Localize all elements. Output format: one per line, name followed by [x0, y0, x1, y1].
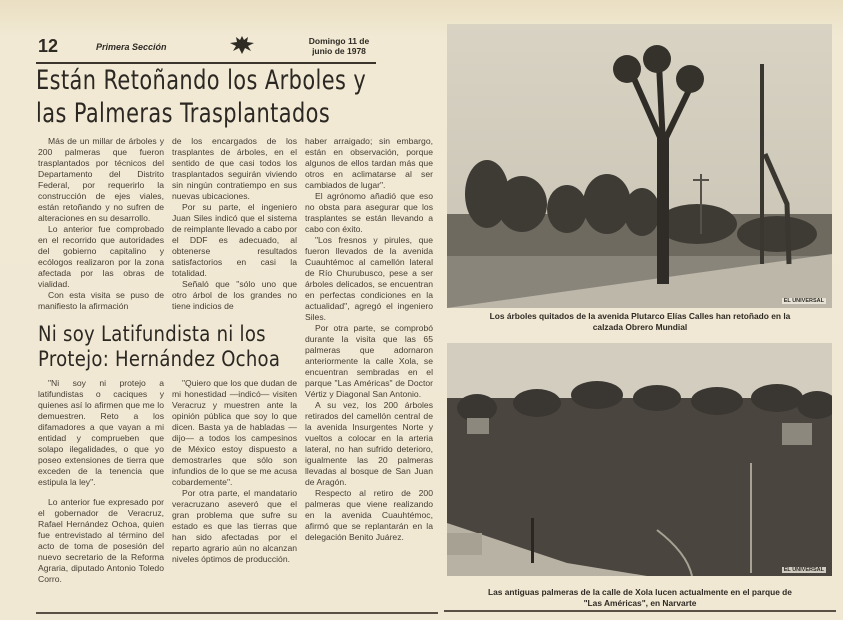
headline-line: Ni soy Latifundista ni los [38, 322, 266, 346]
paragraph: Lo anterior fue comprobado en el recorrido que autoridades del gobierno capitalino y ecólogos realizaron por la zona afectada por las obras de vialidad. [38, 224, 164, 289]
article2-column-1 [38, 378, 164, 585]
article2-headline [38, 322, 296, 372]
photo-trees-image [447, 24, 832, 308]
paragraph: Por otra parte, el mandatario veracruzano aseveró que el gran problema que sufre su estado es que las tierras que han sido afectadas por el reparto agrario aún no alcanzan niveles óptimos de producción. [172, 488, 297, 564]
divider [444, 610, 836, 612]
paragraph: Señaló que "sólo uno que otro árbol de los grandes no tiene indicios de [172, 279, 297, 311]
date-month-year: junio de 1978 [312, 46, 366, 56]
caption-line: calzada Obrero Mundial [592, 322, 688, 332]
headline-line: Protejo: Hernández Ochoa [38, 347, 281, 371]
photo-trees-avenue [447, 24, 832, 308]
article1-headline [36, 64, 389, 130]
headline-line: las Palmeras Trasplantados [36, 98, 331, 129]
paragraph: haber arraigado; sin embargo, están en observación, porque algunos de ellos tardan más que otros en aclimatarse al ser cambiados de lugar". [305, 136, 433, 190]
paragraph: "Ni soy ni protejo a latifundistas o caciques y quienes así lo afirmen que me lo demuestren. Reto a los difamadores a que vayan a mi entidad y comprueben que solapo ilegalidades, o que yo poseo extensiones de tierra que exceden de la tenencia que estipula la ley". [38, 378, 164, 487]
article2-column-2 [172, 378, 297, 565]
paragraph: Por otra parte, se comprobó durante la visita que las 65 palmeras que adornaron anteriormente la calle Xola, se encuentran sembradas en el parque "Las Américas" de Doctor Vértiz y Diagonal San Antonio. [305, 323, 433, 399]
paragraph: de los encargados de los trasplantes de árboles, en el sentido de que casi todos los trasplantados seguirán viviendo sin ningún contratiempo en sus nuevas ubicaciones. [172, 136, 297, 201]
paragraph: El agrónomo añadió que eso no obsta para asegurar que los trasplantes se están llevando a cabo con éxito. [305, 191, 433, 234]
caption-line: "Las Américas", en Narvarte [583, 598, 697, 608]
article1-column-1 [38, 136, 164, 312]
divider [36, 612, 438, 614]
masthead [36, 32, 376, 64]
paragraph: "Los fresnos y pirules, que fueron llevados de la avenida Cuauhtémoc al camellón lateral de Río Churubusco, pese a ser árboles delicados, se encuentran en perfectas condiciones en la actualidad", agregó el ingeniero Siles. [305, 235, 433, 322]
paragraph: Con esta visita se puso de manifiesto la afirmación [38, 290, 164, 311]
eagle-emblem-icon [228, 34, 256, 56]
paragraph: A su vez, los 200 árboles retirados del camellón central de la avenida Insurgentes Norte y vueltos a colocar en la arteria lateral, no han sufrido deterioro, igualmente las 20 palmeras llevadas al bosque de San Juan de Aragón. [305, 400, 433, 487]
article1-column-3 [305, 136, 433, 543]
paragraph: Por su parte, el ingeniero Juan Siles indicó que el sistema de reimplante llevado a cabo por el DDF es adecuado, al obtenerse resultados satisfactorios en casi la totalidad. [172, 202, 297, 278]
paragraph: "Quiero que los que dudan de mi honestidad —indicó— visiten Veracruz y muestren ante la opinión pública que soy lo que dicen. Basta ya de habladas —dijo— a todos los campesinos de México estoy dispuesto a demostrarles que sólo son infundios de lo que se me acusa cobardemente". [172, 378, 297, 487]
section-name: Primera Sección [96, 42, 167, 52]
photo-credit: EL UNIVERSAL [783, 567, 824, 573]
photo-caption [442, 311, 838, 333]
date-weekday: Domingo 11 de [308, 36, 370, 46]
date-line [304, 36, 374, 56]
photo-caption [442, 587, 838, 609]
paragraph: Más de un millar de árboles y 200 palmeras que fueron trasplantados por técnicos del Departamento del Distrito Federal, por requerirlo la construcción de ejes viales, están retoñando y no sufren de alteraciones en su desarrollo. [38, 136, 164, 223]
photo-credit: EL UNIVERSAL [783, 298, 824, 304]
caption-line: Las antiguas palmeras de la calle de Xola lucen actualmente en el parque de [488, 587, 792, 597]
photo-palms-park [447, 343, 832, 576]
article1-column-2 [172, 136, 297, 312]
paragraph: Lo anterior fue expresado por el gobernador de Veracruz, Rafael Hernández Ochoa, quien fue entrevistado al término del acto de toma de posesión del nuevo secretario de la Reforma Agraria, diputado Antonio Toledo Corro. [38, 497, 164, 584]
page-number: 12 [38, 36, 59, 56]
paragraph: Respecto al retiro de 200 palmeras que viene realizando en la avenida Cuauhtémoc, afirmó que se replantarán en la delegación Benito Juárez. [305, 488, 433, 542]
caption-line: Los árboles quitados de la avenida Plutarco Elías Calles han retoñado en la [489, 311, 791, 321]
photo-palms-image [447, 343, 832, 576]
headline-line: Están Retoñando los Arboles y [36, 65, 367, 96]
